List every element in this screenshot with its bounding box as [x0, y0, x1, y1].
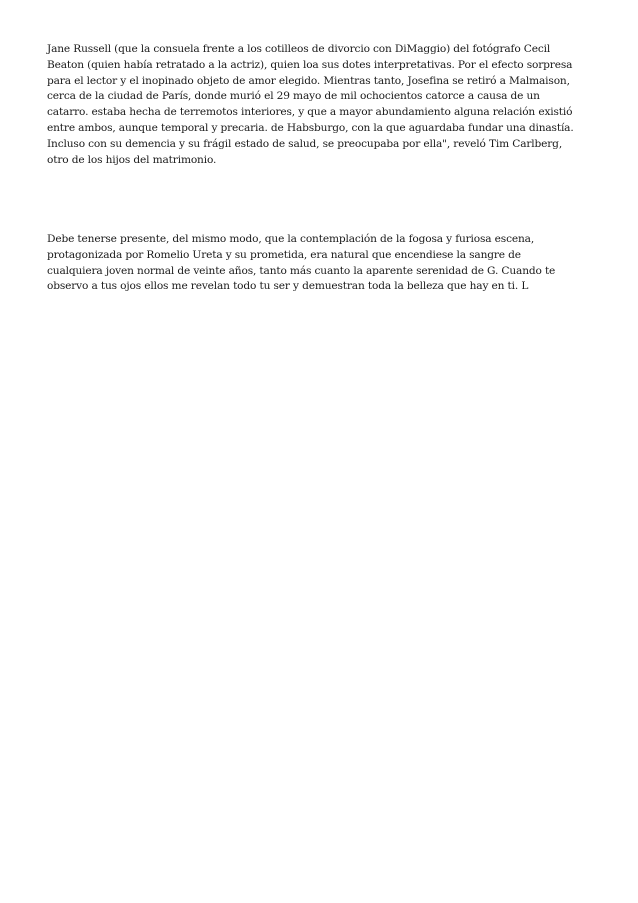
paragraph-line: cualquiera joven normal de veinte años, tanto más cuanto la aparente serenidad de G. Cuando te — [47, 264, 556, 277]
paragraph-1 — [47, 42, 607, 168]
paragraph-line: entre ambos, aunque temporal y precaria. de Habsburgo, con la que aguardaba fundar una dinastía. — [47, 121, 574, 134]
paragraph-line: otro de los hijos del matrimonio. — [47, 153, 217, 166]
paragraph-line: Debe tenerse presente, del mismo modo, que la contemplación de la fogosa y furiosa escena, — [47, 233, 535, 245]
paragraph-line: protagonizada por Romelio Ureta y su prometida, era natural que encendiese la sangre de — [47, 248, 521, 261]
paragraph-line: cerca de la ciudad de París, donde murió el 29 mayo de mil ochocientos catorce a causa de un — [47, 90, 540, 103]
paragraph-line: Beaton (quien había retratado a la actriz), quien loa sus dotes interpretativas. Por el efecto sorpresa — [47, 58, 573, 71]
paragraph-line: observo a tus ojos ellos me revelan todo tu ser y demuestran toda la belleza que hay en ti. L — [47, 280, 529, 293]
paragraph-line: para el lector y el inopinado objeto de amor elegido. Mientras tanto, Josefina se retiró a Malmaison, — [47, 74, 570, 87]
paragraph-line: catarro. estaba hecha de terremotos interiores, y que a mayor abundamiento alguna relación existió — [47, 106, 573, 119]
paragraph-2 — [47, 232, 607, 295]
paragraph-line: Incluso con su demencia y su frágil estado de salud, se preocupaba por ella", reveló Tim Carlberg, — [47, 137, 563, 150]
paragraph-line: Jane Russell (que la consuela frente a los cotilleos de divorcio con DiMaggio) del fotógrafo Cecil — [47, 43, 551, 55]
